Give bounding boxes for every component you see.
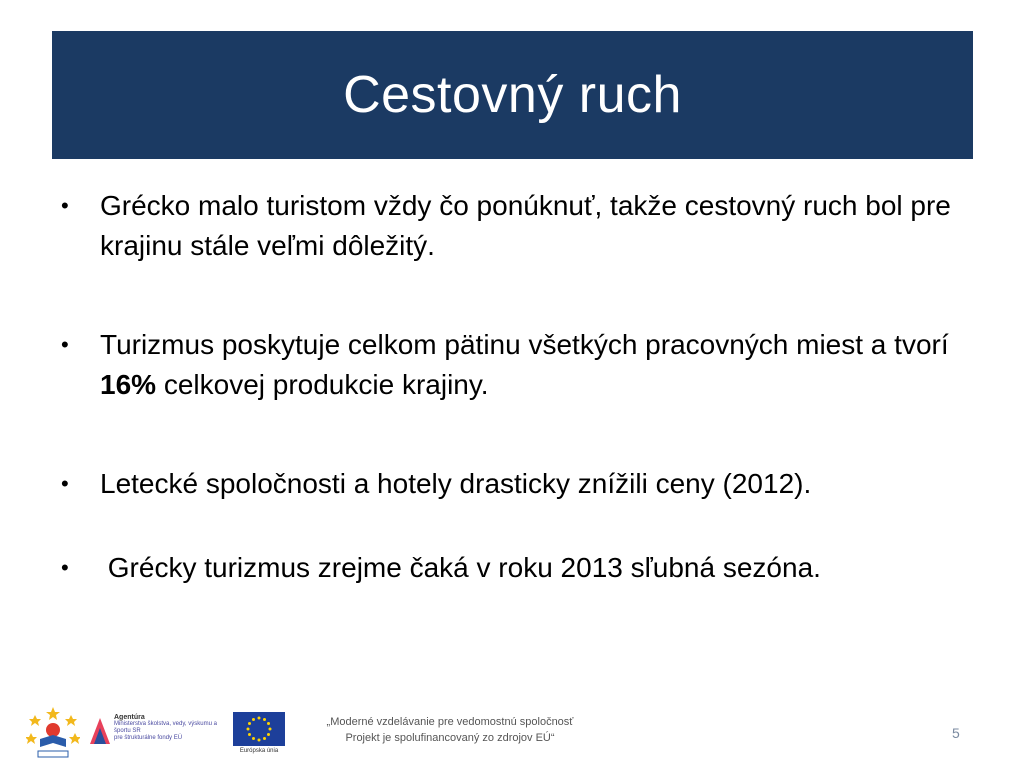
bullet-text-part: celkovej produkcie krajiny. — [156, 369, 489, 400]
agency-line1: Ministerstva školstva, vedy, výskumu a športu SR — [114, 721, 217, 734]
bullet-text — [100, 329, 949, 400]
bullet-item — [58, 186, 963, 266]
bold-percent: 16% — [100, 369, 157, 400]
program-logo-icon — [26, 705, 80, 763]
bullet-list — [58, 186, 963, 588]
bullet-dot-icon: • — [61, 193, 69, 218]
bullet-item — [58, 464, 963, 504]
eu-caption: Európska únia — [239, 748, 279, 754]
project-line2: Projekt je spolufinancovaný zo zdrojov EÚ“ — [345, 732, 555, 744]
eu-flag-icon — [233, 712, 285, 758]
footer — [0, 700, 1024, 768]
agency-name: Agentúra — [114, 714, 145, 721]
agency-line2: pre štrukturálne fondy EÚ — [114, 735, 183, 741]
bullet-text-part: Turizmus poskytuje celkom pätinu všetkých pracovných miest a tvorí — [100, 329, 949, 360]
bullet-item — [58, 325, 963, 405]
page-number: 5 — [952, 725, 960, 741]
agency-logo-icon — [88, 712, 228, 752]
title-bar — [52, 31, 973, 159]
bullet-text: Grécky turizmus zrejme čaká v roku 2013 sľubná sezóna. — [100, 552, 821, 583]
project-note — [300, 714, 600, 746]
agency-text — [114, 714, 228, 742]
project-line1: „Moderné vzdelávanie pre vedomostnú spoločnosť — [326, 716, 574, 728]
bullet-text: Letecké spoločnosti a hotely drasticky znížili ceny (2012). — [100, 468, 812, 499]
bullet-dot-icon: • — [61, 471, 69, 496]
bullet-text: Grécko malo turistom vždy čo ponúknuť, takže cestovný ruch bol pre krajinu stále veľmi dôležitý. — [100, 190, 951, 261]
bullet-item — [58, 548, 963, 588]
slide-title: Cestovný ruch — [343, 66, 682, 124]
bullet-dot-icon: • — [61, 332, 69, 357]
bullet-dot-icon: • — [61, 555, 69, 580]
